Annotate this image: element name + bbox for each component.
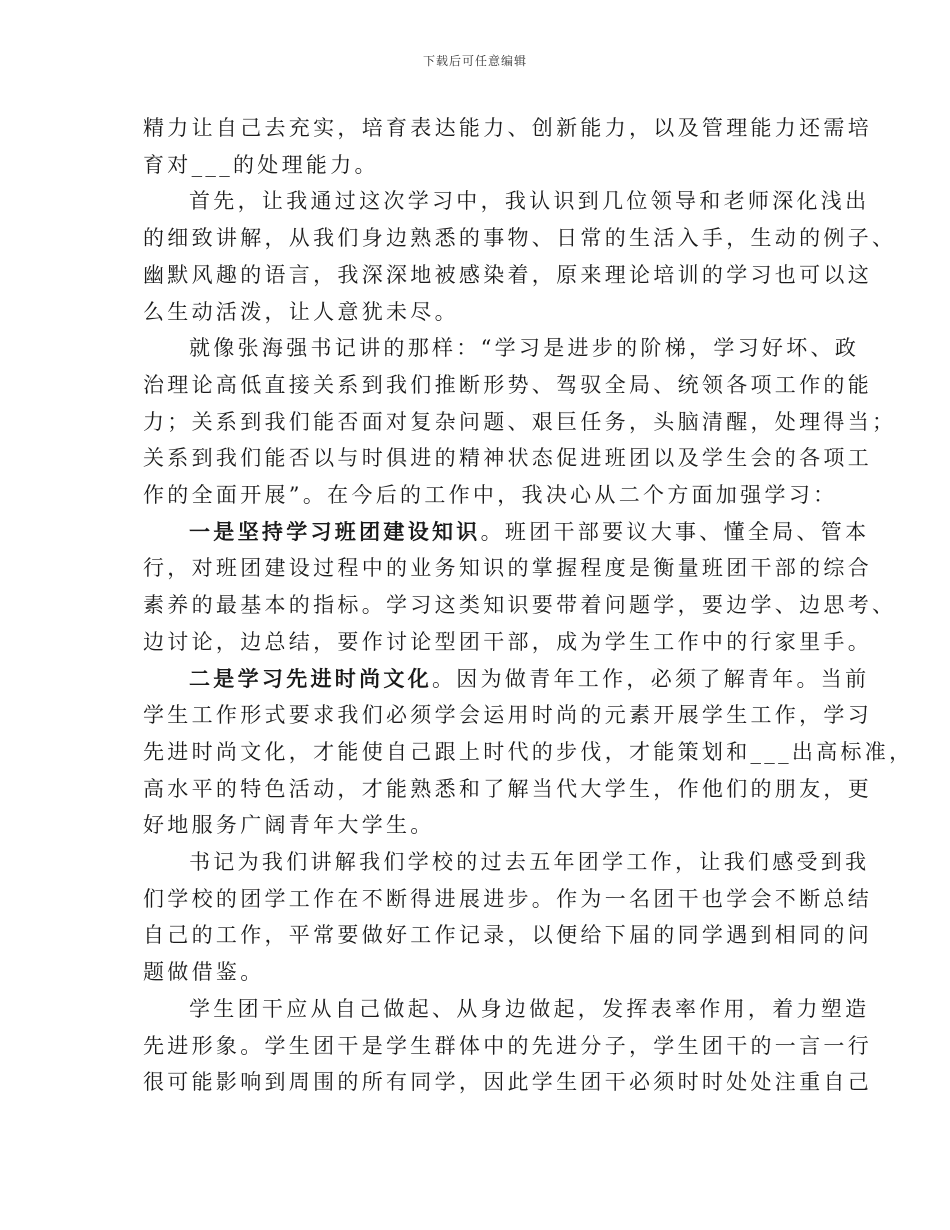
text-line: 力；关系到我们能否面对复杂问题、艰巨任务，头脑清醒，处理得当； bbox=[143, 409, 897, 434]
paragraph-5 bbox=[143, 661, 914, 845]
paragraph-2 bbox=[143, 183, 897, 330]
text-line: 么生动活泼，让人意犹未尽。 bbox=[143, 299, 459, 324]
text-line: 先进形象。学生团干是学生群体中的先进分子，学生团干的一言一行 bbox=[143, 1033, 872, 1058]
text-line: 幽默风趣的语言，我深深地被感染着，原来理论培训的学习也可以这 bbox=[143, 262, 872, 287]
text-line: 自己的工作，平常要做好工作记录，以便给下届的同学遇到相同的问 bbox=[143, 923, 872, 948]
text-line: 作的全面开展”。在今后的工作中，我决心从二个方面加强学习： bbox=[143, 483, 838, 508]
page-header: 下载后可任意编辑 bbox=[422, 54, 527, 68]
text-line: 高水平的特色活动，才能熟悉和了解当代大学生，作他们的朋友，更 bbox=[143, 776, 872, 801]
paragraph-4 bbox=[143, 514, 897, 661]
paragraph-6 bbox=[143, 844, 872, 991]
text-line: 学生团干应从自己做起、从身边做起，发挥表率作用，着力塑造 bbox=[189, 996, 870, 1021]
text-line bbox=[143, 661, 870, 698]
text-line: 行，对班团建设过程中的业务知识的掌握程度是衡量班团干部的综合 bbox=[143, 556, 872, 581]
text-line: 们学校的团学工作在不断得进展进步。作为一名团干也学会不断总结 bbox=[143, 886, 872, 911]
bold-lead: 一是坚持学习班团建设知识 bbox=[189, 518, 481, 544]
text-line: 治理论高低直接关系到我们推断形势、驾驭全局、统领各项工作的能 bbox=[143, 372, 872, 397]
text-line: 很可能影响到周围的所有同学，因此学生团干必须时时处处注重自己 bbox=[143, 1070, 872, 1095]
text-line: 精力让自己去充实，培育表达能力、创新能力，以及管理能力还需培 bbox=[143, 116, 872, 140]
text-run: 。班团干部要议大事、懂全局、管本 bbox=[480, 519, 870, 544]
document-body bbox=[143, 110, 914, 1101]
text-line: 边讨论，边总结，要作讨论型团干部，成为学生工作中的行家里手。 bbox=[143, 629, 872, 654]
text-line: 的细致讲解，从我们身边熟悉的事物、日常的生活入手，生动的例子、 bbox=[143, 226, 897, 251]
text-line: 学生工作形式要求我们必须学会运用时尚的元素开展学生工作，学习 bbox=[143, 703, 872, 728]
text-line bbox=[143, 514, 870, 551]
text-line: 书记为我们讲解我们学校的过去五年团学工作，让我们感受到我 bbox=[189, 850, 870, 875]
text-line: 素养的最基本的指标。学习这类知识要带着问题学，要边学、边思考、 bbox=[143, 593, 897, 618]
text-line: 就像张海强书记讲的那样：“学习是进步的阶梯，学习好坏、政 bbox=[189, 336, 860, 361]
bold-lead: 二是学习先进时尚文化 bbox=[189, 665, 432, 691]
paragraph-7 bbox=[143, 991, 872, 1101]
text-line: 关系到我们能否以与时俱进的精神状态促进班团以及学生会的各项工 bbox=[143, 446, 872, 471]
text-run: 。因为做青年工作，必须了解青年。当前 bbox=[432, 666, 870, 691]
text-line: 育对___的处理能力。 bbox=[143, 152, 379, 177]
text-line: 先进时尚文化，才能使自己跟上时代的步伐，才能策划和___出高标准， bbox=[143, 739, 914, 764]
paragraph-3 bbox=[143, 330, 897, 514]
paragraph-1 bbox=[143, 110, 872, 183]
text-line: 好地服务广阔青年大学生。 bbox=[143, 813, 435, 838]
text-line: 首先，让我通过这次学习中，我认识到几位领导和老师深化浅出 bbox=[189, 189, 870, 214]
text-line: 题做借鉴。 bbox=[143, 960, 265, 985]
